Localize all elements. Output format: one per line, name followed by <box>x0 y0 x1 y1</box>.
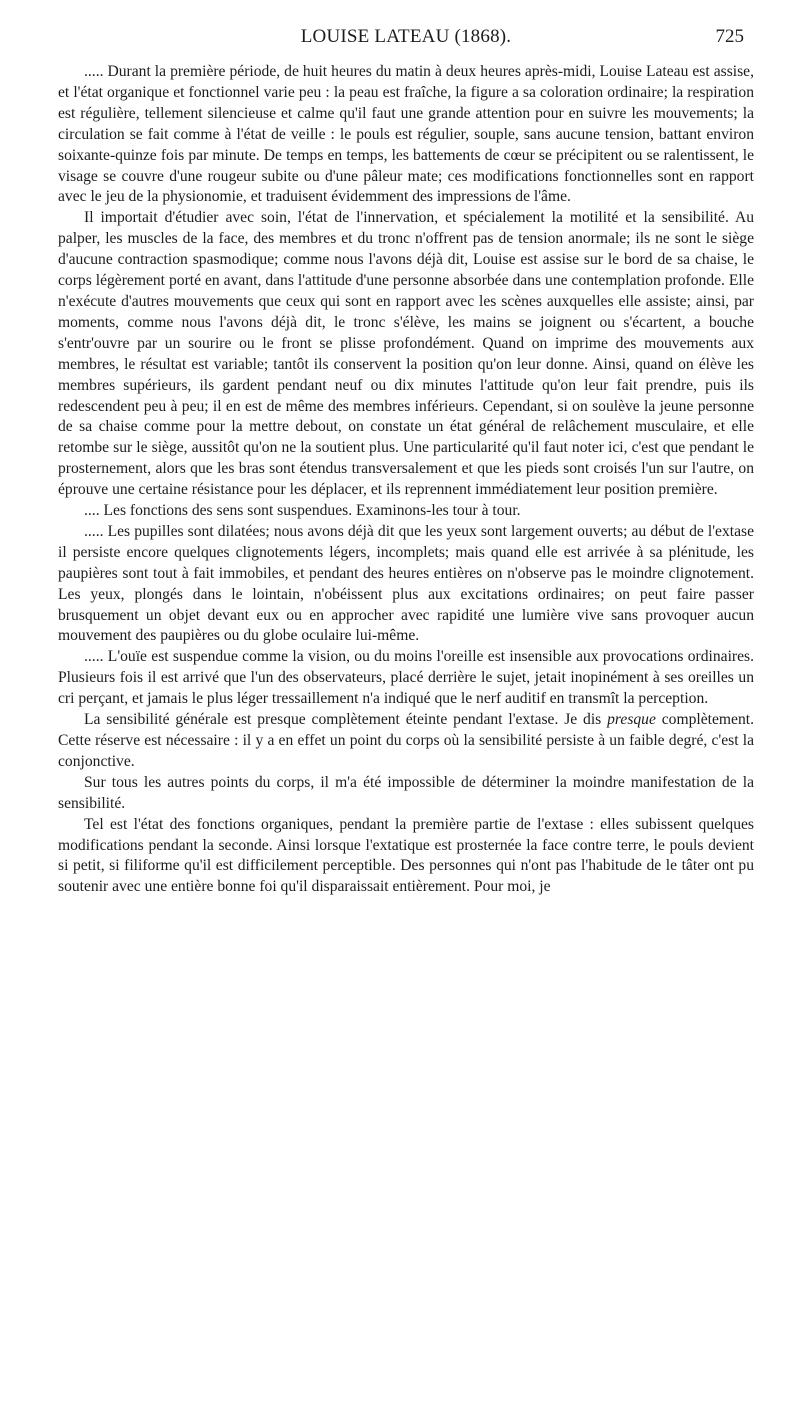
running-header <box>58 22 754 62</box>
paragraph-text: ..... L'ouïe est suspendue comme la vision, ou du moins l'oreille est insensible aux provocations ordinaires. Plusieurs fois il est arrivé que l'un des observateurs, placé derrière le sujet, jetait inopinément à ses oreilles un cri perçant, et jamais le plus léger tressaillement n'a indiqué que le nerf auditif en transmît la perception. <box>58 648 754 708</box>
paragraph-other-points <box>58 773 754 815</box>
paragraph-text: ..... Les pupilles sont dilatées; nous avons déjà dit que les yeux sont largement ouverts; au début de l'extase il persiste encore quelques clignotements légers, incomplets; mais quand elle est arrivée à sa plénitude, les paupières sont tout à fait immobiles, et pendant des heures entières on n'observe pas le moindre clignotement. Les yeux, plongés dans le lointain, n'obéissent plus aux excitations ordinaires; on peut faire passer brusquement un objet devant eux ou en approcher avec rapidité une lumière vive sans provoquer aucun mouvement des paupières ou du globe oculaire lui-même. <box>58 522 754 645</box>
paragraph-text: La sensibilité générale est presque complètement éteinte pendant l'extase. Je dis <box>84 711 608 729</box>
emphasis-presque: presque <box>607 711 656 729</box>
body-text <box>58 62 754 898</box>
paragraph-first-period <box>58 62 754 208</box>
paragraph-text: ..... Durant la première période, de huit heures du matin à deux heures après-midi, Louise Lateau est assise, et l'état organique et fonctionnel varie peu : la peau est fraîche, la figure a sa coloration ordinaire; la respiration est régulière, tellement silencieuse et calme qu'il faut une grande attention pour en suivre les mouvements; la circulation se fait comme à l'état de veille : le pouls est régulier, souple, sans aucune tension, battant environ soixante-quinze fois par minute. De temps en temps, les battements de cœur se précipitent ou se ralentissent, le visage se couvre d'une rougeur subite ou d'une pâleur mate; ces modifications fonctionnelles sont en rapport avec le jeu de la physionomie, et traduisent évidemment des impressions de l'âme. <box>58 63 754 206</box>
paragraph-text: Il importait d'étudier avec soin, l'état de l'innervation, et spécialement la motilité et la sensibilité. Au palper, les muscles de la face, des membres et du tronc n'offrent pas de tension anormale; ils ne sont le siège d'aucune contraction spasmodique; comme nous l'avons déjà dit, Louise est assise sur le bord de sa chaise, le corps légèrement porté en avant, dans l'attitude d'une personne absorbée dans une contemplation profonde. Elle n'exécute d'autres mouvements que ceux qui sont en rapport avec les scènes auxquelles elle assiste; ainsi, par moments, comme nous l'avons déjà dit, le tronc s'élève, les mains se joignent ou s'écartent, a bouche s'entr'ouvre par un sourire ou le front se plisse profondément. Quand on imprime des mouvements aux membres, le résultat est variable; tantôt ils conservent la position qu'on leur donne. Ainsi, quand on élève les membres supérieurs, ils gardent pendant neuf ou dix minutes l'attitude qu'on leur fait prendre, puis ils redescendent peu à peu; il en est de même des membres inférieurs. Cependant, si on soulève la jeune personne de sa chaise comme pour la mettre debout, on constate un état général de relâchement musculaire, et elle retombe sur le siège, aussitôt qu'on ne la soutient plus. Une particularité qu'il faut noter ici, c'est que pendant le prosternement, alors que les bras sont étendus transversalement et que les pieds sont croisés l'un sur l'autre, on éprouve une certaine résistance pour les déplacer, et ils reprennent immédiatement leur position première. <box>58 209 754 499</box>
header-title: LOUISE LATEAU (1868). <box>300 26 512 47</box>
paragraph-pupils <box>58 522 754 647</box>
paragraph-text: Sur tous les autres points du corps, il m'a été impossible de déterminer la moindre manifestation de la sensibilité. <box>58 773 754 812</box>
paragraph-organic-functions <box>58 815 754 899</box>
paragraph-text: complètement. Cette réserve est nécessaire : il y a en effet un point du corps où la sensibilité persiste à un faible degré, c'est la conjonctive. <box>58 711 754 770</box>
page-number: 725 <box>715 26 744 47</box>
paragraph-senses <box>58 501 754 522</box>
paragraph-hearing <box>58 647 754 710</box>
paragraph-text: Tel est l'état des fonctions organiques, pendant la première partie de l'extase : elles subissent quelques modifications pendant la seconde. Ainsi lorsque l'extatique est prosternée la face contre terre, le pouls devient si petit, si filiforme qu'il est difficilement perceptible. Des personnes qui n'ont pas l'habitude de le tâter ont pu soutenir avec une entière bonne foi qu'il disparaissait entièrement. Pour moi, je <box>58 815 754 896</box>
paragraph-sensibility <box>58 710 754 773</box>
paragraph-text: .... Les fonctions des sens sont suspendues. Examinons-les tour à tour. <box>84 502 521 520</box>
paragraph-innervation <box>58 208 754 501</box>
